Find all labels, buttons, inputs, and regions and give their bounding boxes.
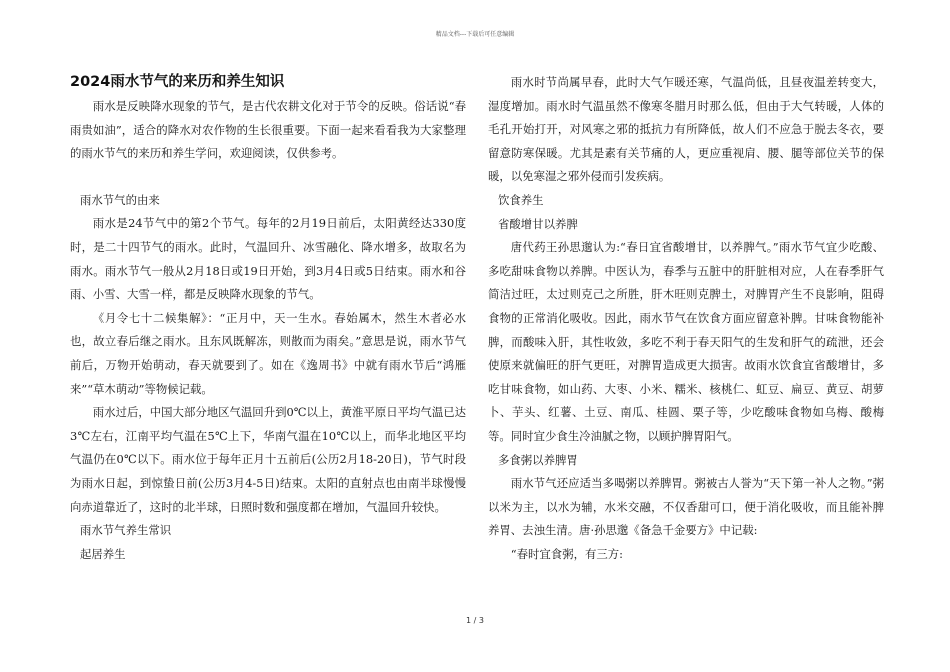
section-heading-health: 雨水节气养生常识 (80, 523, 172, 538)
intro-paragraph: 雨水是反映降水现象的节气，是古代农耕文化对于节令的反映。俗话说“春雨贵如油”，适合的降水对农作物的生长很重要。下面一起来看看我为大家整理的雨水节气的来历和养生学问，欢迎阅读，仅供参考。 (70, 99, 466, 161)
paragraph: 雨水是24节气中的第2个节气。每年的2月19日前后，太阳黄经达330度时，是二十四节气的雨水。此时，气温回升、冰雪融化、降水增多，故取名为雨水。雨水节气一般从2月18日或19日开始，到3月4日或5日结束。雨水和谷雨、小雪、大雪一样，都是反映降水现象的节气。 (70, 216, 466, 302)
subsection-heading-diet: 饮食养生 (498, 192, 544, 207)
right-column (488, 71, 884, 566)
subsection-heading-porridge: 多食粥以养脾胃 (498, 452, 578, 467)
paragraph: 雨水过后，中国大部分地区气温回升到0℃以上，黄淮平原日平均气温已达3℃左右，江南平均气温在5℃上下，华南气温在10℃以上，而华北地区平均气温仍在0℃以下。雨水位于每年正月十五前后(公历2月18-20日)，节气时段为雨水日起，到惊蛰日前(公历3月4-5日)结束。太阳的直射点也由南半球慢慢向赤道靠近了，这时的北半球，日照时数和强度都在增加，气温回升较快。 (70, 405, 466, 514)
paragraph: 雨水时节尚属早春，此时大气乍暖还寒，气温尚低，且昼夜温差转变大，湿度增加。雨水时气温虽然不像寒冬腊月时那么低，但由于大气转暖，人体的毛孔开始打开，对风寒之邪的抵抗力有所降低，故人们不应急于脱去冬衣，要留意防寒保暖。尤其是素有关节痛的人，更应重视肩、腰、腿等部位关节的保暖，以免寒湿之邪外侵而引发疾病。 (488, 75, 884, 184)
page-number: 1 / 3 (466, 616, 484, 625)
paragraph: “春时宜食粥，有三方: (510, 546, 623, 561)
subsection-heading-sour: 省酸增甘以养脾 (498, 216, 578, 231)
page-header: 精品文档---下载后可任意编辑 (435, 31, 515, 38)
left-column (70, 71, 466, 566)
paragraph: 雨水节气还应适当多喝粥以养脾胃。粥被古人誉为“天下第一补人之物。”粥以米为主，以水为辅，水米交融，不仅香甜可口，便于消化吸收，而且能补脾养胃、去浊生清。唐·孙思邈《备急千金要方》中记载: (488, 476, 884, 538)
spacer (70, 166, 466, 189)
subsection-heading-living: 起居养生 (80, 546, 126, 561)
paragraph: 《月令七十二候集解》：“正月中，天一生水。春始属木，然生木者必水也，故立春后继之雨水。且东风既解冻，则散而为雨矣。”意思是说，雨水节气前后，万物开始萌动，春天就要到了。如在《逸周书》中就有雨水节后“鸿雁来”“草木萌动”等物候记载。 (70, 310, 466, 396)
section-heading-origin: 雨水节气的由来 (80, 192, 160, 207)
paragraph: 唐代药王孙思邈认为:“春日宜省酸增甘，以养脾气。”雨水节气宜少吃酸、多吃甜味食物以养脾。中医认为，春季与五脏中的肝脏相对应，人在春季肝气简洁过旺，太过则克己之所胜，肝木旺则克脾土，对脾胃产生不良影响，阻碍食物的正常消化吸收。因此，雨水节气在饮食方面应留意补脾。甘味食物能补脾，而酸味入肝，其性收敛，多吃不利于春天阳气的生发和肝气的疏泄，还会使原来就偏旺的肝气更旺，对脾胃造成更大损害。故雨水饮食宜省酸增甘，多吃甘味食物，如山药、大枣、小米、糯米、核桃仁、虹豆、扁豆、黄豆、胡萝卜、芋头、红薯、土豆、南瓜、桂圆、栗子等，少吃酸味食物如乌梅、酸梅等。同时宜少食生冷油腻之物，以顾护脾胃阳气。 (488, 240, 884, 443)
document-title: 2024雨水节气的来历和养生知识 (70, 74, 285, 90)
